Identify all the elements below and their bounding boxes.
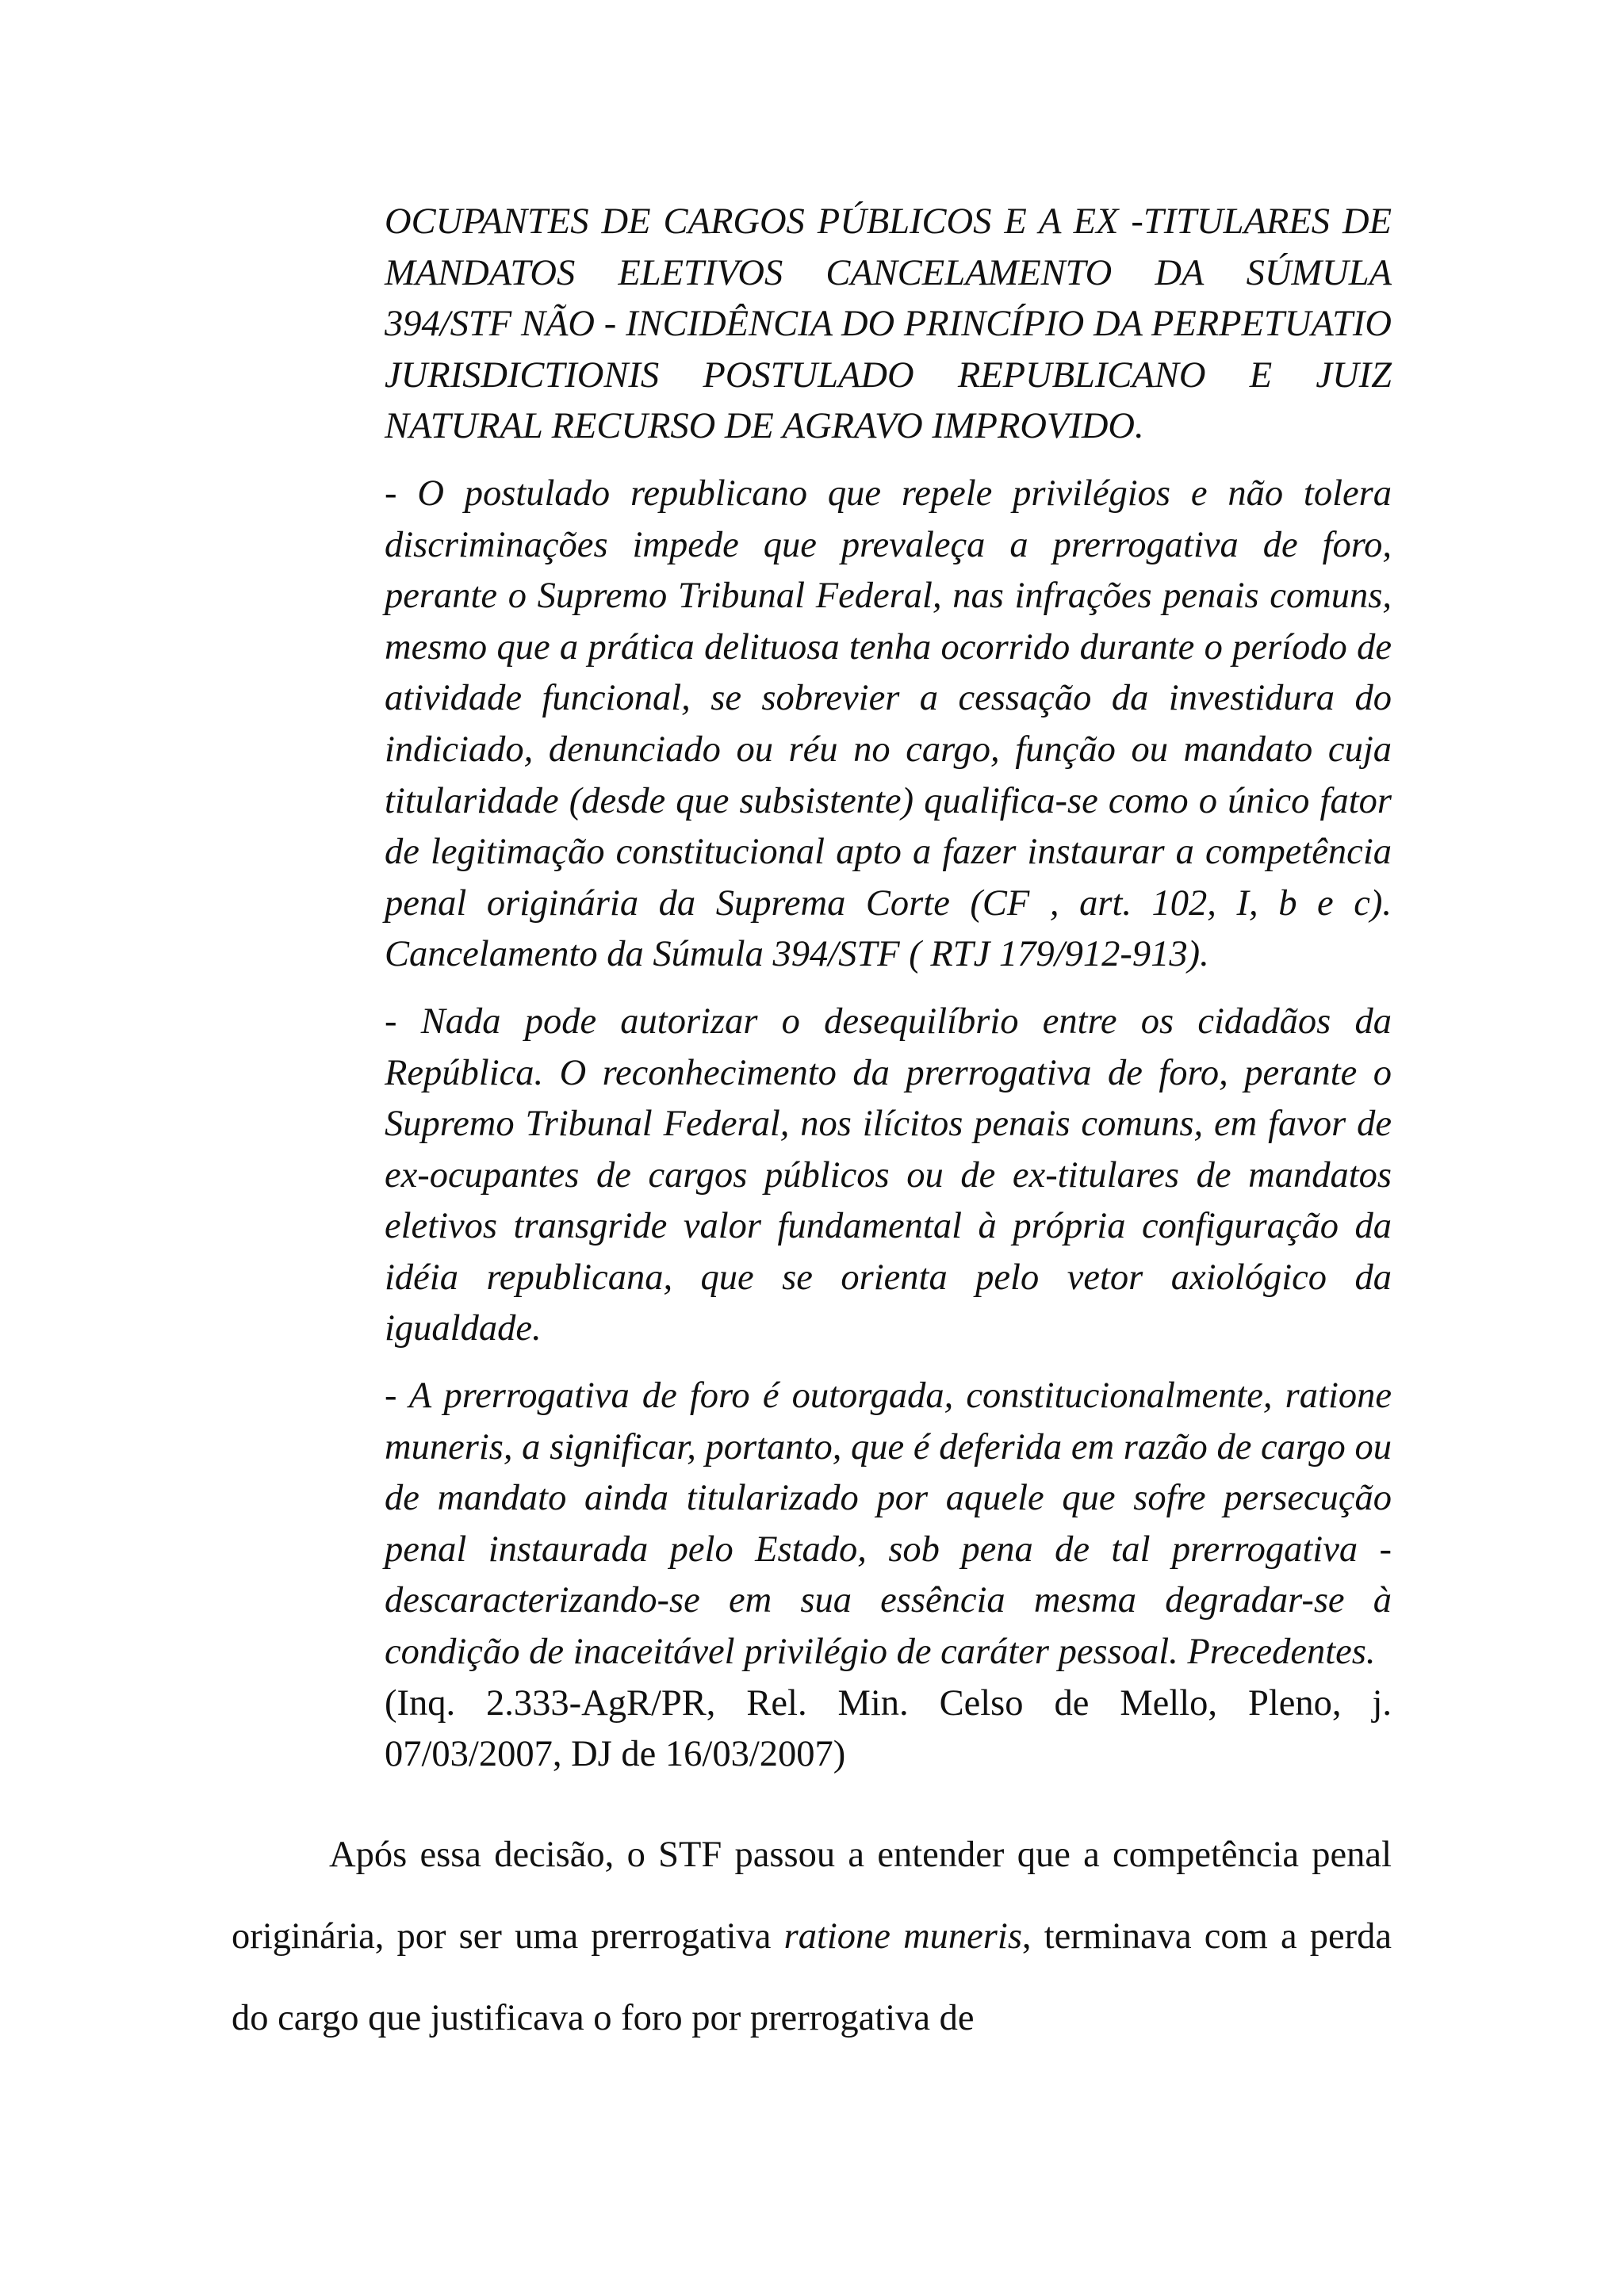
quote-citation: (Inq. 2.333-AgR/PR, Rel. Min. Celso de Mello, Pleno, j. 07/03/2007, DJ de 16/03/2007) (385, 1682, 1392, 1775)
quote-paragraph-3 (385, 1371, 1392, 1781)
body-paragraph-text (232, 1814, 1392, 2059)
quote-paragraph-2: - Nada pode autorizar o desequilíbrio entre os cidadãos da República. O reconhecimento da prerrogativa de foro, perante o Supremo Tribunal Federal, nos ilícitos penais comuns, em favor de ex-ocupantes de cargos públicos ou de ex-titulares de mandatos eletivos transgride valor fundamental à própria configuração da idéia republicana, que se orienta pelo vetor axiológico da igualdade. (385, 1001, 1392, 1349)
block-quote (385, 197, 1392, 1781)
body-text-after: , terminava com a perda do cargo que justificava o foro por prerrogativa de (232, 1916, 1392, 2038)
body-text-emphasis: ratione muneris (783, 1916, 1022, 1957)
body-text-before: Após essa decisão, o STF passou a entender que a competência penal originária, por ser uma prerrogativa (232, 1835, 1392, 1957)
quote-heading: OCUPANTES DE CARGOS PÚBLICOS E A EX -TITULARES DE MANDATOS ELETIVOS CANCELAMENTO DA SÚMULA 394/STF NÃO - INCIDÊNCIA DO PRINCÍPIO DA PERPETUATIO JURISDICTIONIS POSTULADO REPUBLICANO E JUIZ NATURAL RECURSO DE AGRAVO IMPROVIDO. (385, 201, 1392, 447)
quote-paragraph-1: - O postulado republicano que repele privilégios e não tolera discriminações impede que prevaleça a prerrogativa de foro, perante o Supremo Tribunal Federal, nas infrações penais comuns, mesmo que a prática delituosa tenha ocorrido durante o período de atividade funcional, se sobrevier a cessação da investidura do indiciado, denunciado ou réu no cargo, função ou mandato cuja titularidade (desde que subsistente) qualifica-se como o único fator de legitimação constitucional apto a fazer instaurar a competência penal originária da Suprema Corte (CF , art. 102, I, b e c). Cancelamento da Súmula 394/STF ( RTJ 179/912-913). (385, 473, 1392, 975)
quote-paragraph-3-text: - A prerrogativa de foro é outorgada, constitucionalmente, ratione muneris, a significar, portanto, que é deferida em razão de cargo ou de mandato ainda titularizado por aquele que sofre persecução penal instaurada pelo Estado, sob pena de tal prerrogativa - descaracterizando-se em sua essência mesma degradar-se à condição de inaceitável privilégio de caráter pessoal. Precedentes. (385, 1376, 1392, 1673)
body-paragraph (232, 1814, 1392, 2059)
